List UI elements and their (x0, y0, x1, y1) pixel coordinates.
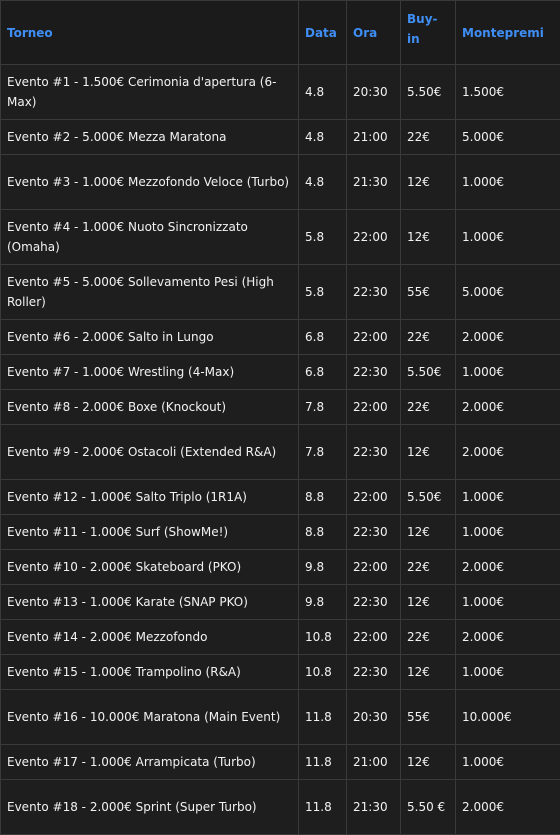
cell-montepremi: 2.000€ (456, 425, 560, 480)
table-row (1, 655, 560, 690)
cell-buyin: 22€ (401, 120, 456, 155)
cell-montepremi: 1.000€ (456, 155, 560, 210)
cell-montepremi: 1.000€ (456, 515, 560, 550)
table-header (1, 1, 560, 65)
cell-montepremi: 2.000€ (456, 780, 560, 835)
cell-buyin: 12€ (401, 655, 456, 690)
table-row (1, 155, 560, 210)
cell-montepremi: 1.000€ (456, 480, 560, 515)
header-montepremi: Montepremi (456, 1, 560, 65)
table-row (1, 120, 560, 155)
header-data: Data (299, 1, 347, 65)
cell-torneo: Evento #11 - 1.000€ Surf (ShowMe!) (1, 515, 299, 550)
cell-ora: 22:30 (347, 655, 401, 690)
cell-buyin: 5.50€ (401, 65, 456, 120)
cell-ora: 22:00 (347, 390, 401, 425)
table-row (1, 620, 560, 655)
cell-torneo: Evento #13 - 1.000€ Karate (SNAP PKO) (1, 585, 299, 620)
table-body (1, 65, 560, 835)
cell-ora: 20:30 (347, 65, 401, 120)
cell-buyin: 22€ (401, 390, 456, 425)
cell-ora: 20:30 (347, 690, 401, 745)
cell-buyin: 55€ (401, 265, 456, 320)
table-row (1, 355, 560, 390)
cell-data: 4.8 (299, 65, 347, 120)
cell-ora: 22:30 (347, 515, 401, 550)
cell-ora: 21:00 (347, 120, 401, 155)
cell-ora: 22:30 (347, 425, 401, 480)
cell-data: 7.8 (299, 425, 347, 480)
cell-montepremi: 2.000€ (456, 620, 560, 655)
table-row (1, 265, 560, 320)
cell-ora: 21:30 (347, 155, 401, 210)
cell-montepremi: 2.000€ (456, 390, 560, 425)
cell-torneo: Evento #7 - 1.000€ Wrestling (4-Max) (1, 355, 299, 390)
cell-montepremi: 5.000€ (456, 120, 560, 155)
cell-data: 10.8 (299, 655, 347, 690)
cell-data: 4.8 (299, 155, 347, 210)
cell-ora: 21:00 (347, 745, 401, 780)
cell-torneo: Evento #16 - 10.000€ Maratona (Main Event) (1, 690, 299, 745)
cell-torneo: Evento #14 - 2.000€ Mezzofondo (1, 620, 299, 655)
cell-ora: 21:30 (347, 780, 401, 835)
cell-buyin: 5.50 € (401, 780, 456, 835)
table-row (1, 690, 560, 745)
cell-buyin: 22€ (401, 550, 456, 585)
cell-data: 11.8 (299, 745, 347, 780)
table-row (1, 550, 560, 585)
cell-torneo: Evento #4 - 1.000€ Nuoto Sincronizzato (Omaha) (1, 210, 299, 265)
cell-torneo: Evento #5 - 5.000€ Sollevamento Pesi (High Roller) (1, 265, 299, 320)
cell-montepremi: 1.000€ (456, 210, 560, 265)
cell-buyin: 12€ (401, 745, 456, 780)
cell-data: 8.8 (299, 480, 347, 515)
cell-torneo: Evento #15 - 1.000€ Trampolino (R&A) (1, 655, 299, 690)
cell-torneo: Evento #12 - 1.000€ Salto Triplo (1R1A) (1, 480, 299, 515)
cell-data: 5.8 (299, 210, 347, 265)
cell-data: 8.8 (299, 515, 347, 550)
cell-torneo: Evento #10 - 2.000€ Skateboard (PKO) (1, 550, 299, 585)
cell-torneo: Evento #1 - 1.500€ Cerimonia d'apertura (6-Max) (1, 65, 299, 120)
table-row (1, 425, 560, 480)
table-row (1, 480, 560, 515)
cell-torneo: Evento #6 - 2.000€ Salto in Lungo (1, 320, 299, 355)
cell-buyin: 55€ (401, 690, 456, 745)
cell-data: 9.8 (299, 585, 347, 620)
table-row (1, 745, 560, 780)
cell-buyin: 12€ (401, 425, 456, 480)
cell-buyin: 12€ (401, 515, 456, 550)
header-ora: Ora (347, 1, 401, 65)
cell-buyin: 12€ (401, 585, 456, 620)
cell-torneo: Evento #8 - 2.000€ Boxe (Knockout) (1, 390, 299, 425)
header-row (1, 1, 560, 65)
cell-montepremi: 1.000€ (456, 745, 560, 780)
cell-torneo: Evento #17 - 1.000€ Arrampicata (Turbo) (1, 745, 299, 780)
cell-montepremi: 1.000€ (456, 655, 560, 690)
cell-torneo: Evento #18 - 2.000€ Sprint (Super Turbo) (1, 780, 299, 835)
cell-data: 6.8 (299, 320, 347, 355)
cell-data: 11.8 (299, 690, 347, 745)
cell-buyin: 5.50€ (401, 480, 456, 515)
cell-torneo: Evento #2 - 5.000€ Mezza Maratona (1, 120, 299, 155)
table-row (1, 210, 560, 265)
cell-ora: 22:00 (347, 320, 401, 355)
cell-montepremi: 1.000€ (456, 355, 560, 390)
cell-ora: 22:30 (347, 585, 401, 620)
cell-ora: 22:00 (347, 550, 401, 585)
cell-buyin: 5.50€ (401, 355, 456, 390)
header-torneo: Torneo (1, 1, 299, 65)
cell-montepremi: 2.000€ (456, 550, 560, 585)
cell-buyin: 12€ (401, 210, 456, 265)
table-row (1, 65, 560, 120)
cell-buyin: 12€ (401, 155, 456, 210)
cell-data: 5.8 (299, 265, 347, 320)
cell-montepremi: 1.000€ (456, 585, 560, 620)
cell-data: 6.8 (299, 355, 347, 390)
cell-montepremi: 2.000€ (456, 320, 560, 355)
cell-torneo: Evento #9 - 2.000€ Ostacoli (Extended R&A) (1, 425, 299, 480)
cell-ora: 22:00 (347, 620, 401, 655)
cell-data: 11.8 (299, 780, 347, 835)
cell-data: 4.8 (299, 120, 347, 155)
table-row (1, 780, 560, 835)
cell-ora: 22:00 (347, 210, 401, 265)
cell-montepremi: 5.000€ (456, 265, 560, 320)
cell-buyin: 22€ (401, 620, 456, 655)
table-row (1, 390, 560, 425)
cell-data: 10.8 (299, 620, 347, 655)
cell-ora: 22:30 (347, 265, 401, 320)
cell-montepremi: 10.000€ (456, 690, 560, 745)
table-row (1, 585, 560, 620)
header-buyin: Buy-in (401, 1, 456, 65)
cell-torneo: Evento #3 - 1.000€ Mezzofondo Veloce (Turbo) (1, 155, 299, 210)
cell-buyin: 22€ (401, 320, 456, 355)
cell-ora: 22:00 (347, 480, 401, 515)
cell-montepremi: 1.500€ (456, 65, 560, 120)
cell-ora: 22:30 (347, 355, 401, 390)
cell-data: 9.8 (299, 550, 347, 585)
cell-data: 7.8 (299, 390, 347, 425)
table-row (1, 515, 560, 550)
table-row (1, 320, 560, 355)
